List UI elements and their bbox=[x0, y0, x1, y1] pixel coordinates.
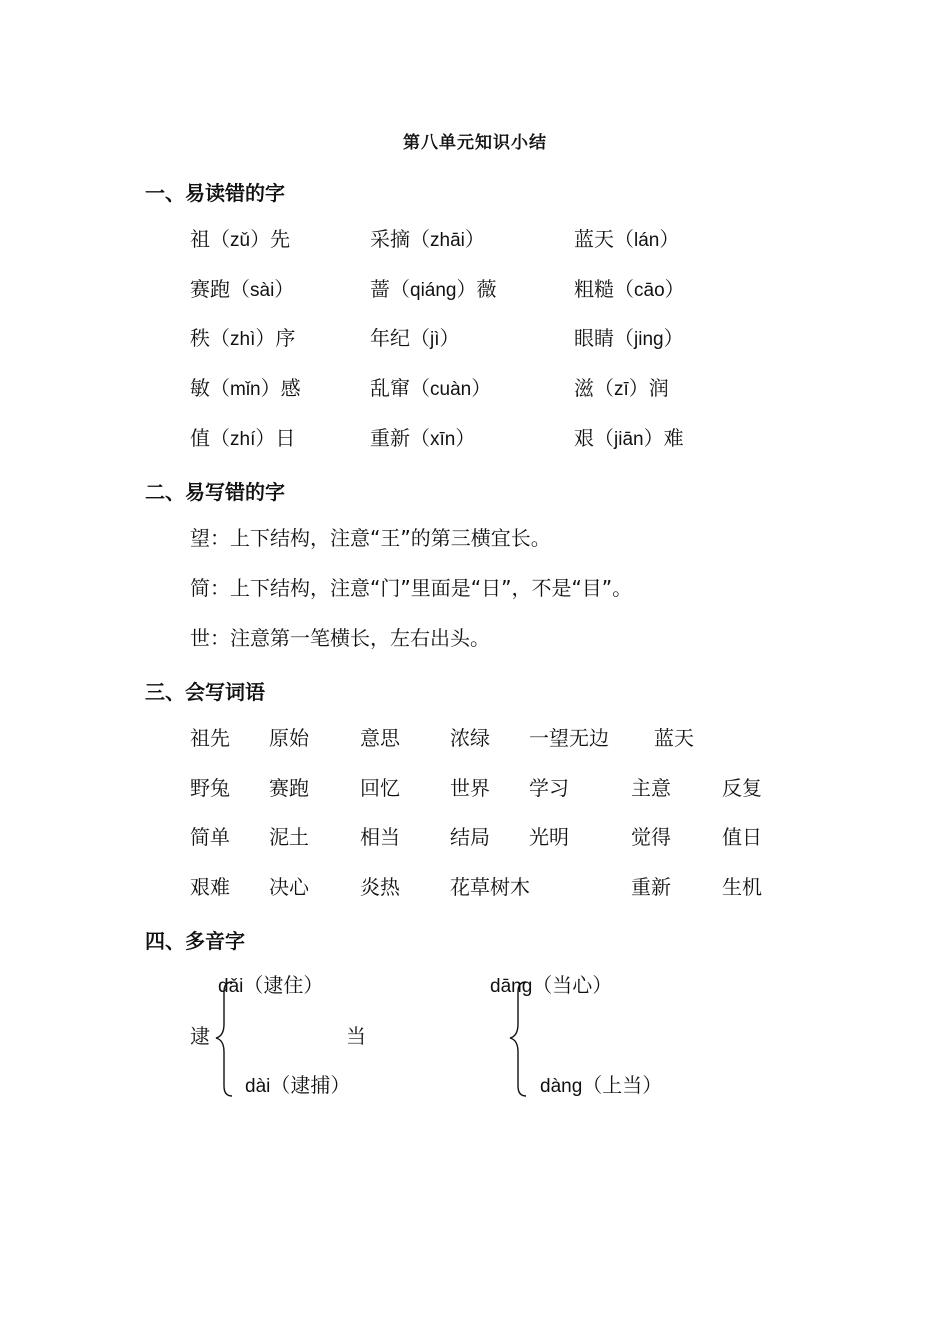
reading-pinyin: dǎi bbox=[218, 976, 244, 997]
item-pinyin: sài bbox=[250, 280, 275, 301]
item-suffix: ）感 bbox=[260, 376, 301, 400]
item-suffix: ） bbox=[455, 426, 476, 450]
item-prefix: 蔷（ bbox=[370, 277, 410, 301]
item-prefix: 赛跑（ bbox=[190, 277, 250, 301]
word-item: 浓绿 bbox=[450, 726, 490, 750]
word-item: 赛跑 bbox=[269, 776, 309, 800]
item-prefix: 祖（ bbox=[190, 227, 230, 251]
word-item: 炎热 bbox=[360, 875, 400, 899]
item-suffix: ） bbox=[664, 277, 685, 301]
reading-word: （当心） bbox=[532, 973, 613, 997]
item-prefix: 眼睛（ bbox=[574, 326, 634, 350]
writing-note: 简：上下结构，注意“门”里面是“日”，不是“目”。 bbox=[190, 576, 633, 600]
item-suffix: ） bbox=[663, 326, 684, 350]
reading-bottom bbox=[245, 1073, 350, 1099]
word-item: 相当 bbox=[360, 825, 400, 849]
item-pinyin: zhí bbox=[230, 429, 256, 450]
item-prefix: 粗糙（ bbox=[574, 277, 634, 301]
reading-pinyin: dài bbox=[245, 1076, 271, 1097]
pinyin-item bbox=[190, 426, 295, 452]
item-pinyin: xīn bbox=[430, 429, 456, 450]
word-item: 蓝天 bbox=[654, 726, 694, 750]
writing-note: 望：上下结构，注意“王”的第三横宜长。 bbox=[190, 526, 551, 550]
item-pinyin: jing bbox=[634, 329, 664, 350]
word-item: 值日 bbox=[722, 825, 762, 849]
item-pinyin: cuàn bbox=[430, 379, 472, 400]
word-item: 回忆 bbox=[360, 776, 400, 800]
item-pinyin: qiáng bbox=[410, 280, 457, 301]
item-pinyin: zǔ bbox=[230, 230, 251, 251]
item-pinyin: jiān bbox=[614, 429, 644, 450]
item-suffix: ）润 bbox=[628, 376, 669, 400]
item-prefix: 年纪（ bbox=[370, 326, 430, 350]
word-item: 祖先 bbox=[190, 726, 230, 750]
page-title: 第八单元知识小结 bbox=[403, 133, 547, 153]
item-pinyin: lán bbox=[634, 230, 660, 251]
word-item: 光明 bbox=[529, 825, 569, 849]
item-prefix: 敏（ bbox=[190, 376, 230, 400]
word-item: 艰难 bbox=[190, 875, 230, 899]
item-suffix: ）难 bbox=[643, 426, 684, 450]
item-suffix: ）日 bbox=[255, 426, 296, 450]
item-prefix: 乱窜（ bbox=[370, 376, 430, 400]
item-suffix: ）薇 bbox=[456, 277, 497, 301]
pinyin-item bbox=[370, 277, 497, 303]
pinyin-item bbox=[190, 326, 295, 352]
word-item: 重新 bbox=[631, 875, 671, 899]
writing-note: 世：注意第一笔横长，左右出头。 bbox=[190, 626, 490, 650]
reading-pinyin: dāng bbox=[490, 976, 533, 997]
reading-word: （逮住） bbox=[243, 973, 324, 997]
word-item: 花草树木 bbox=[450, 875, 530, 899]
word-item: 主意 bbox=[631, 776, 671, 800]
section-heading-4: 四、多音字 bbox=[145, 929, 245, 953]
item-prefix: 值（ bbox=[190, 426, 230, 450]
reading-pinyin: dàng bbox=[540, 1076, 583, 1097]
word-item: 决心 bbox=[269, 875, 309, 899]
item-prefix: 重新（ bbox=[370, 426, 430, 450]
item-suffix: ） bbox=[274, 277, 295, 301]
item-pinyin: zī bbox=[614, 379, 629, 400]
item-suffix: ） bbox=[471, 376, 492, 400]
item-prefix: 秩（ bbox=[190, 326, 230, 350]
pinyin-item bbox=[574, 326, 684, 352]
word-item: 反复 bbox=[722, 776, 762, 800]
section-heading-1: 一、易读错的字 bbox=[145, 181, 285, 205]
word-item: 简单 bbox=[190, 825, 230, 849]
pinyin-item bbox=[190, 277, 294, 303]
pinyin-item bbox=[370, 426, 475, 452]
item-suffix: ）先 bbox=[250, 227, 291, 251]
word-item: 野兔 bbox=[190, 776, 230, 800]
word-item: 原始 bbox=[269, 726, 309, 750]
pinyin-item bbox=[370, 227, 485, 253]
item-suffix: ） bbox=[439, 326, 460, 350]
word-item: 一望无边 bbox=[529, 726, 609, 750]
pinyin-item bbox=[370, 326, 460, 352]
item-suffix: ） bbox=[659, 227, 680, 251]
word-item: 生机 bbox=[722, 875, 762, 899]
pinyin-item bbox=[190, 227, 290, 253]
item-suffix: ） bbox=[464, 227, 485, 251]
polyphone-char: 当 bbox=[346, 1024, 366, 1048]
curly-brace-icon bbox=[504, 980, 530, 1098]
pinyin-item bbox=[574, 426, 684, 452]
item-pinyin: jì bbox=[430, 329, 440, 350]
pinyin-item bbox=[370, 376, 491, 402]
item-suffix: ）序 bbox=[255, 326, 296, 350]
reading-word: （逮捕） bbox=[270, 1073, 351, 1097]
word-item: 学习 bbox=[529, 776, 569, 800]
item-pinyin: mǐn bbox=[230, 379, 261, 400]
section-heading-2: 二、易写错的字 bbox=[145, 480, 285, 504]
reading-bottom bbox=[540, 1073, 662, 1099]
item-pinyin: zhāi bbox=[430, 230, 465, 251]
pinyin-item bbox=[574, 376, 669, 402]
word-item: 结局 bbox=[450, 825, 490, 849]
polyphone-char: 逮 bbox=[190, 1024, 210, 1048]
word-item: 意思 bbox=[360, 726, 400, 750]
pinyin-item bbox=[574, 277, 685, 303]
item-pinyin: zhì bbox=[230, 329, 256, 350]
word-item: 泥土 bbox=[269, 825, 309, 849]
item-prefix: 艰（ bbox=[574, 426, 614, 450]
pinyin-item bbox=[574, 227, 679, 253]
word-item: 觉得 bbox=[631, 825, 671, 849]
reading-word: （上当） bbox=[582, 1073, 663, 1097]
section-heading-3: 三、会写词语 bbox=[145, 680, 265, 704]
curly-brace-icon bbox=[210, 980, 236, 1098]
item-prefix: 滋（ bbox=[574, 376, 614, 400]
pinyin-item bbox=[190, 376, 301, 402]
word-item: 世界 bbox=[450, 776, 490, 800]
item-prefix: 蓝天（ bbox=[574, 227, 634, 251]
item-pinyin: cāo bbox=[634, 280, 665, 301]
item-prefix: 采摘（ bbox=[370, 227, 430, 251]
